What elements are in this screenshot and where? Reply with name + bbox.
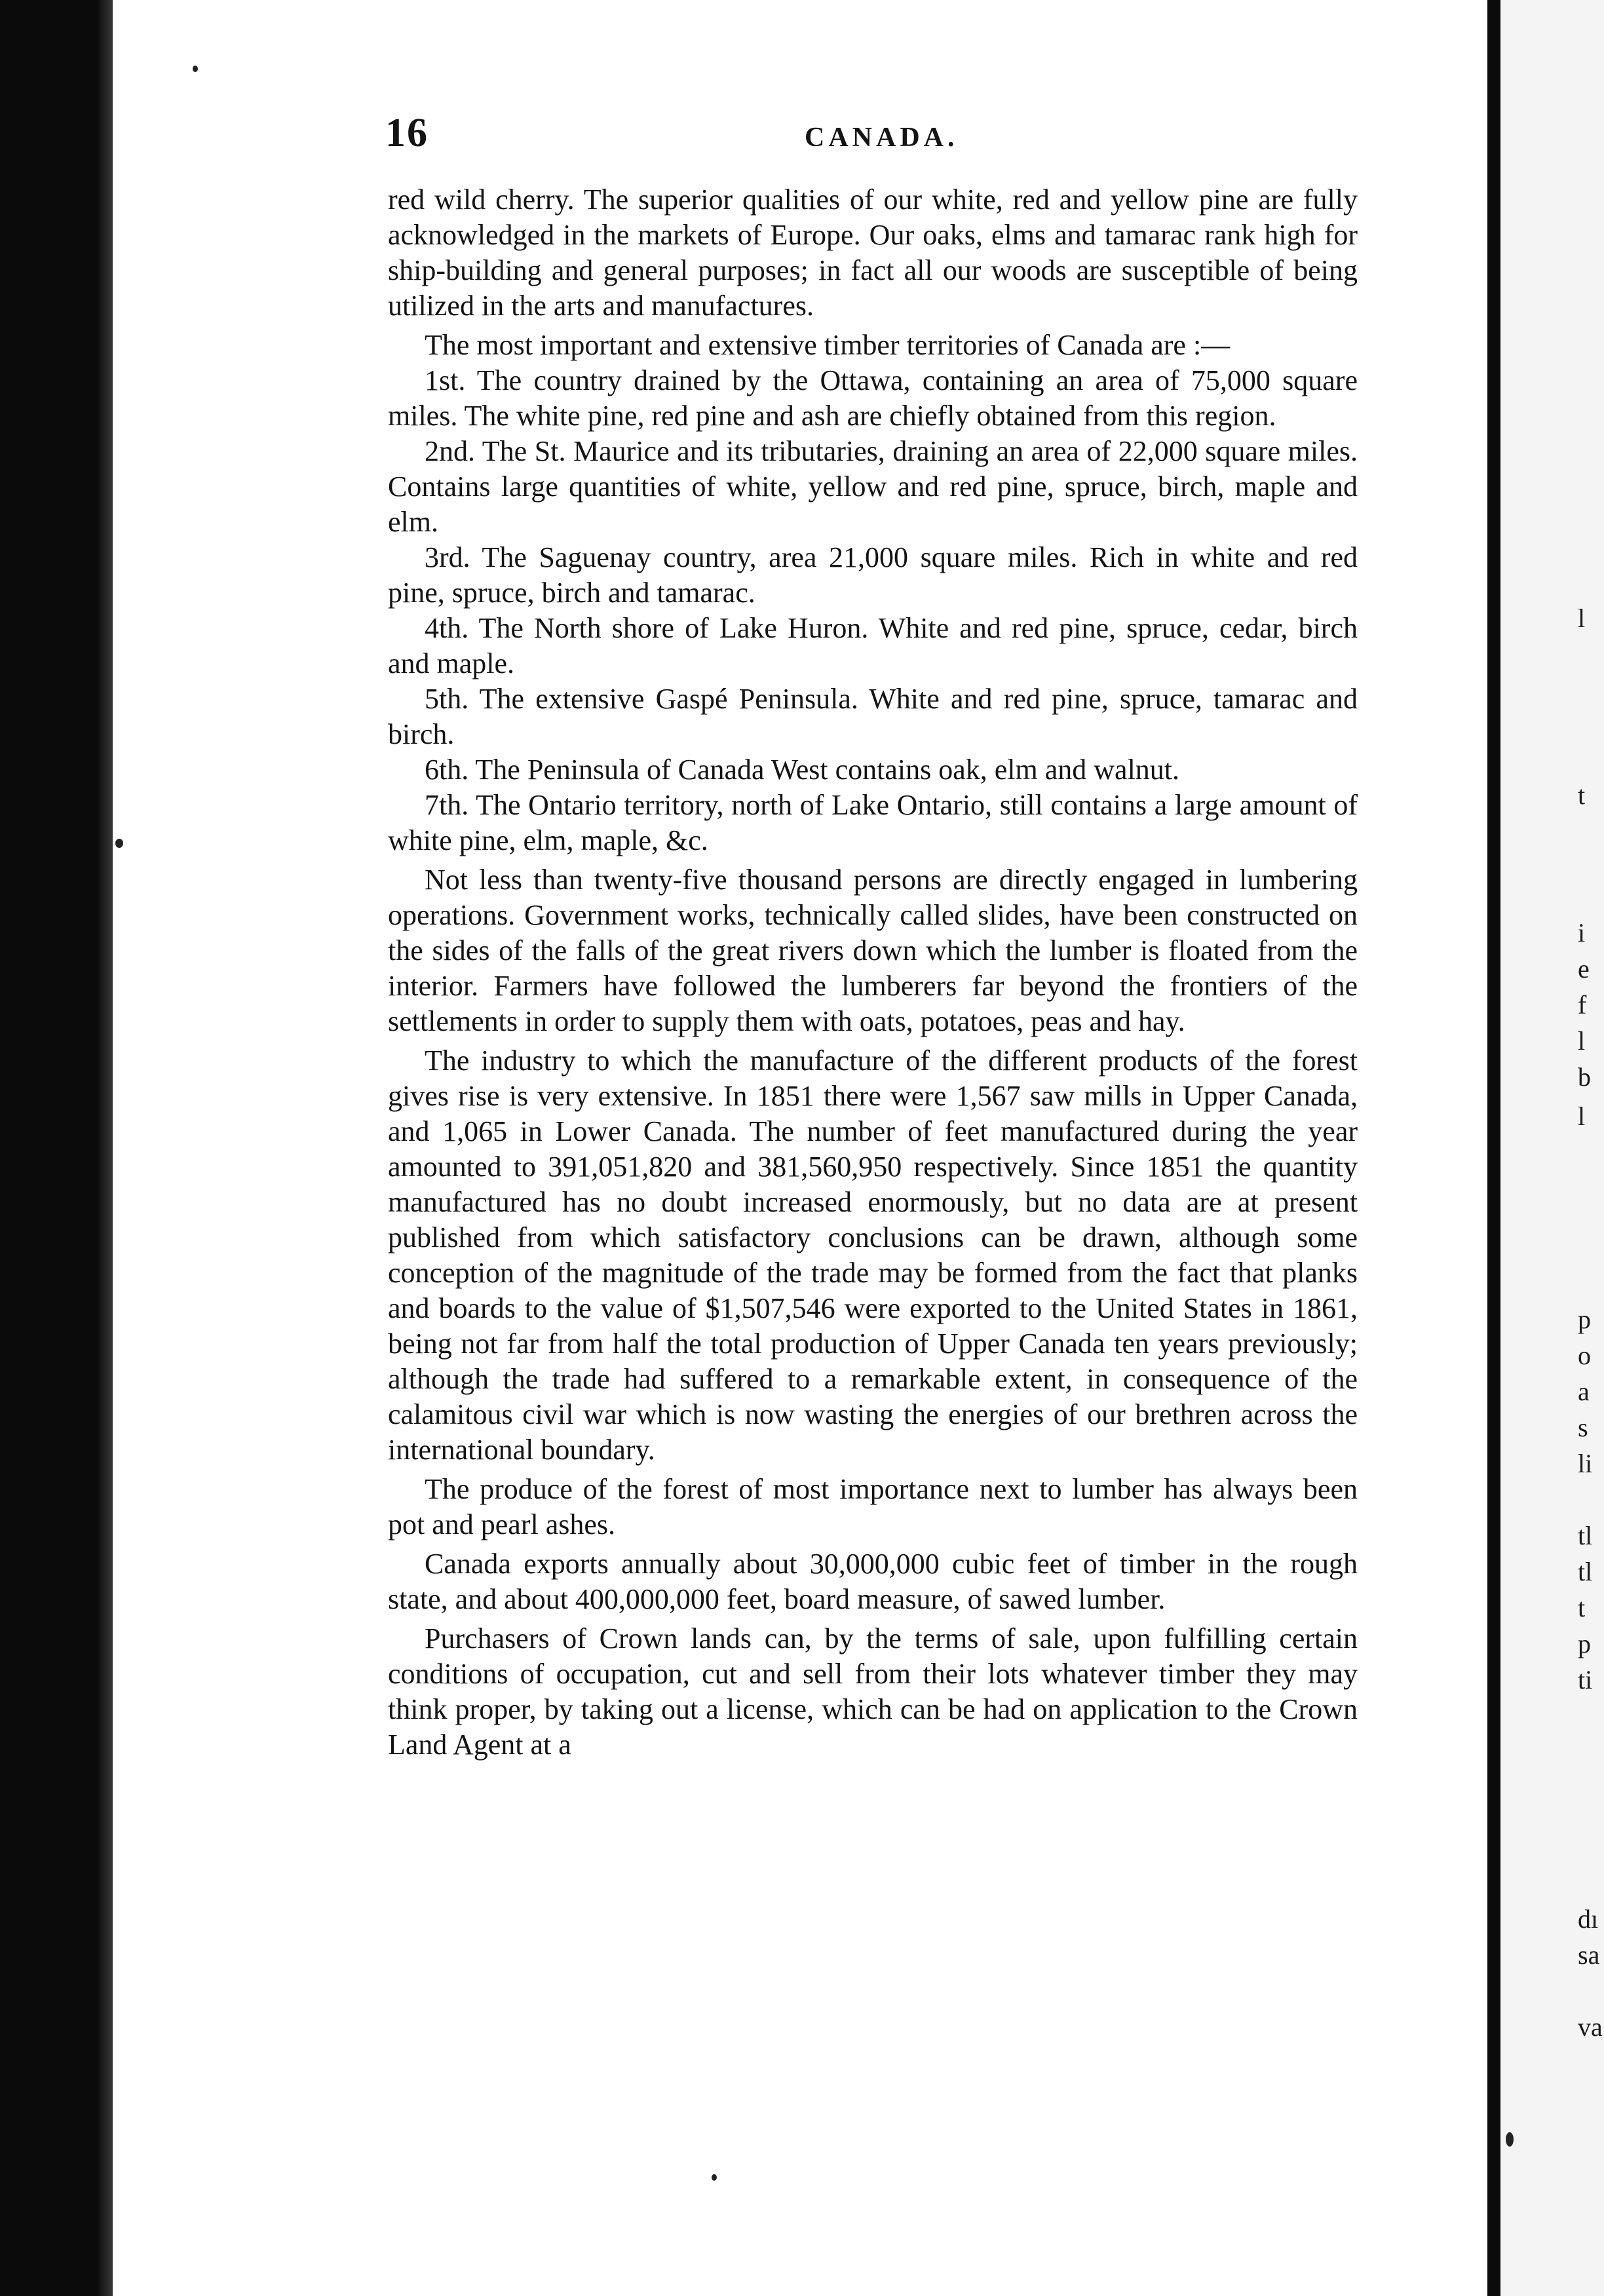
list-item: 1st. The country drained by the Ottawa, containing an area of 75,000 square miles. The white pine, red pine and ash are chiefly obtained from this region. [388,364,1358,432]
paragraph: The produce of the forest of most importance next to lumber has always been pot and pearl ashes. [388,1473,1358,1540]
list-item: 6th. The Peninsula of Canada West contains oak, elm and walnut. [425,754,1180,786]
list-item: 4th. The North shore of Lake Huron. White and red pine, spruce, cedar, birch and maple. [388,612,1358,679]
adjacent-page-fragments [1575,0,1604,2296]
body-text [388,182,1358,1763]
margin-fragment: s [1578,1413,1588,1442]
margin-fragment: p [1578,1629,1591,1658]
margin-fragment: l [1578,1026,1586,1056]
margin-fragment: e [1578,954,1590,984]
margin-fragment: l [1578,603,1586,633]
margin-fragment: b [1578,1062,1591,1092]
scan-edge-left [0,0,110,2296]
list-item: 5th. The extensive Gaspé Peninsula. White and red pine, spruce, tamarac and birch. [388,683,1358,750]
page-number: 16 [385,111,429,155]
margin-fragment: tl [1578,1521,1593,1550]
running-title: CANADA. [805,123,959,153]
margin-fragment: t [1578,780,1586,810]
scan-speck [115,839,123,848]
scan-edge-shadow [97,0,113,2296]
margin-fragment: dı [1578,1904,1599,1934]
scan-speck [1506,2132,1514,2147]
margin-fragment: t [1578,1593,1586,1622]
scan-speck [712,2174,717,2181]
margin-fragment: p [1578,1305,1591,1334]
list-item: 3rd. The Saguenay country, area 21,000 square miles. Rich in white and red pine, spruce, birch and tamarac. [388,541,1358,609]
paragraph: Canada exports annually about 30,000,000 cubic feet of timber in the rough state, and about 400,000,000 feet, board measure, of sawed lumber. [388,1548,1358,1615]
scan-speck [193,66,198,72]
margin-fragment: o [1578,1341,1591,1370]
list-item: 7th. The Ontario territory, north of Lake Ontario, still contains a large amount of white pine, elm, maple, &c. [388,789,1358,856]
margin-fragment: a [1578,1377,1590,1406]
list-item: 2nd. The St. Maurice and its tributaries, draining an area of 22,000 square miles. Contains large quantities of white, yellow and red pine, spruce, birch, maple and elm. [388,435,1358,538]
margin-fragment: tl [1578,1557,1593,1586]
paragraph: Not less than twenty-five thousand persons are directly engaged in lumbering operations. Government works, technically called slides, have been constructed on the sides of the falls of the great rivers down which the lumber is floated from the interior. Farmers have followed the lumberers far beyond the frontiers of the settlements in order to supply them with oats, potatoes, peas and hay. [388,864,1358,1037]
margin-fragment: va [1578,2012,1603,2042]
margin-fragment: f [1578,990,1587,1020]
margin-fragment: li [1578,1449,1593,1478]
paragraph: red wild cherry. The superior qualities of our white, red and yellow pine are fully acknowledged in the markets of Europe. Our oaks, elms and tamarac rank high for ship-building and general purposes; in fact all our woods are susceptible of being utilized in the arts and manufactures. [388,183,1358,322]
margin-fragment: sa [1578,1940,1600,1970]
margin-fragment: ti [1578,1665,1593,1694]
running-head [385,110,1368,182]
paragraph: The most important and extensive timber territories of Canada are :— [425,329,1231,361]
paragraph: The industry to which the manufacture of the different products of the forest gives rise is very extensive. In 1851 there were 1,567 saw mills in Upper Canada, and 1,065 in Lower Canada. The number of feet manufactured during the year amounted to 391,051,820 and 381,560,950 respectively. Since 1851 the quantity manufactured has no doubt increased enormously, but no data are at present published from which satisfactory conclusions can be drawn, although some conception of the magnitude of the trade may be formed from the fact that planks and boards to the value of $1,507,546 were exported to the United States in 1861, being not far from half the total production of Upper Canada ten years previously; although the trade had suffered to a remarkable extent, in consequence of the calamitous civil war which is now wasting the energies of our brethren across the international boundary. [388,1044,1358,1466]
paragraph: Purchasers of Crown lands can, by the terms of sale, upon fulfilling certain conditions of occupation, cut and sell from their lots whatever timber they may think proper, by taking out a license, which can be had on application to the Crown Land Agent at a [388,1622,1358,1761]
margin-fragment: l [1578,1101,1586,1131]
margin-fragment: i [1578,918,1586,947]
